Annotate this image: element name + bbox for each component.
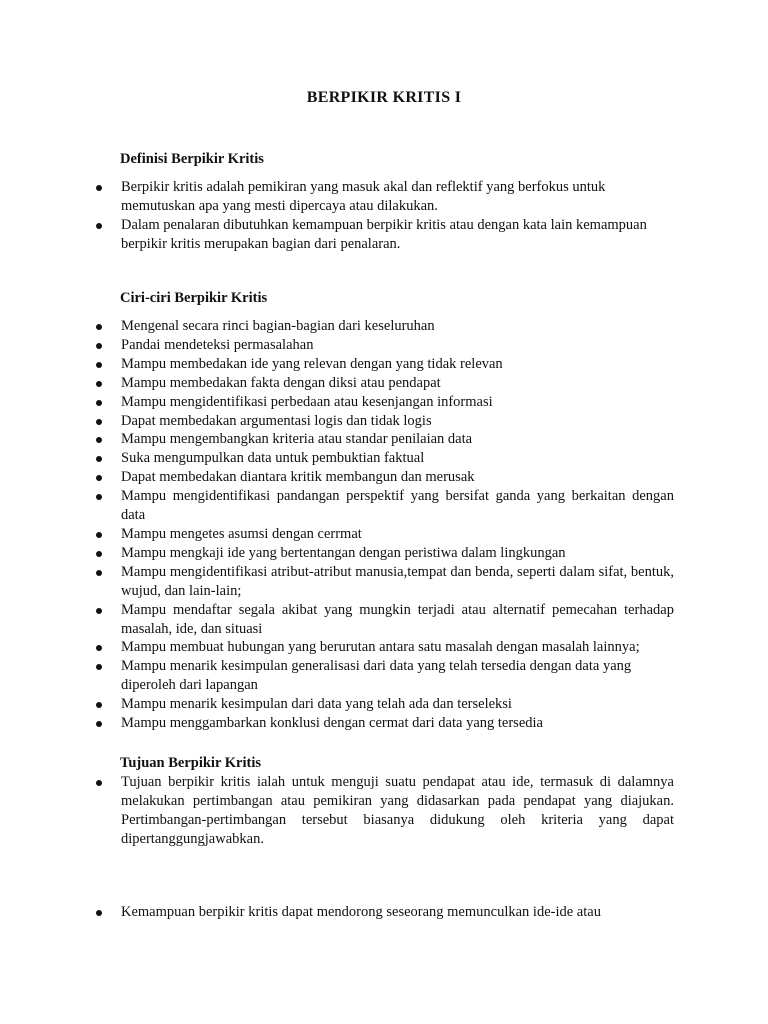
bullet-icon bbox=[96, 185, 102, 191]
bullet-icon bbox=[96, 223, 102, 229]
list-item bbox=[0, 714, 674, 733]
ciri-list bbox=[0, 317, 768, 733]
list-item-text: Mampu menarik kesimpulan dari data yang telah ada dan terseleksi bbox=[121, 696, 512, 713]
list-item bbox=[0, 178, 674, 216]
bullet-icon bbox=[96, 608, 102, 614]
list-item bbox=[0, 393, 674, 412]
list-item-text: Mampu mengembangkan kriteria atau standar penilaian data bbox=[121, 431, 473, 448]
tujuan-list bbox=[0, 773, 768, 849]
list-item-text: Mampu mengidentifikasi pandangan perspektif yang bersifat ganda yang berkaitan dengan data bbox=[121, 488, 674, 524]
list-item bbox=[0, 487, 674, 525]
list-item-text: Mampu mengidentifikasi atribut-atribut manusia,tempat dan benda, seperti dalam sifat, bentuk, wujud, dan lain-lain; bbox=[121, 563, 674, 599]
list-item bbox=[0, 355, 674, 374]
bullet-icon bbox=[96, 780, 102, 786]
bullet-icon bbox=[96, 645, 102, 651]
bullet-icon bbox=[96, 910, 102, 916]
list-item-text: Mampu membuat hubungan yang berurutan antara satu masalah dengan masalah lainnya; bbox=[121, 639, 640, 656]
bullet-icon bbox=[96, 570, 102, 576]
list-item bbox=[0, 449, 674, 468]
bullet-icon bbox=[96, 456, 102, 462]
list-item-text: Mampu mendaftar segala akibat yang mungkin terjadi atau alternatif pemecahan terhadap masalah, ide, dan situasi bbox=[121, 601, 674, 637]
document-title: BERPIKIR KRITIS I bbox=[306, 89, 462, 106]
list-item bbox=[0, 695, 674, 714]
bullet-icon bbox=[96, 419, 102, 425]
list-item bbox=[0, 216, 674, 254]
bullet-icon bbox=[96, 400, 102, 406]
list-item bbox=[0, 903, 674, 922]
list-item bbox=[0, 317, 674, 336]
list-item-text: Kemampuan berpikir kritis dapat mendorong seseorang memunculkan ide-ide atau bbox=[121, 904, 601, 920]
list-item-text: Berpikir kritis adalah pemikiran yang masuk akal dan reflektif yang berfokus untuk memutuskan apa yang mesti dipercaya atau dilakukan. bbox=[121, 179, 606, 214]
list-item bbox=[0, 336, 674, 355]
section-heading-definisi: Definisi Berpikir Kritis bbox=[120, 151, 264, 167]
list-item-text: Mampu membedakan fakta dengan diksi atau pendapat bbox=[121, 374, 441, 391]
list-item bbox=[0, 468, 674, 487]
list-item-text: Mampu mengkaji ide yang bertentangan dengan peristiwa dalam lingkungan bbox=[121, 544, 566, 561]
list-item bbox=[0, 374, 674, 393]
list-item-text: Dalam penalaran dibutuhkan kemampuan berpikir kritis atau dengan kata lain kemampuan berpikir kritis merupakan bagian dari penalaran. bbox=[121, 216, 647, 252]
bullet-icon bbox=[96, 721, 102, 727]
list-item-text: Suka mengumpulkan data untuk pembuktian faktual bbox=[121, 450, 425, 467]
list-item-text: Dapat membedakan argumentasi logis dan tidak logis bbox=[121, 412, 432, 429]
list-item-text: Mampu menarik kesimpulan generalisasi dari data yang telah tersedia dengan data yang diperoleh dari lapangan bbox=[121, 658, 632, 694]
list-item bbox=[0, 544, 674, 563]
bullet-icon bbox=[96, 437, 102, 443]
list-item-text: Mampu menggambarkan konklusi dengan cermat dari data yang tersedia bbox=[121, 715, 543, 732]
list-item bbox=[0, 412, 674, 431]
list-item-text: Mampu mengidentifikasi perbedaan atau kesenjangan informasi bbox=[121, 393, 493, 410]
section-heading-tujuan: Tujuan Berpikir Kritis bbox=[120, 755, 262, 771]
list-item-text: Mengenal secara rinci bagian-bagian dari keseluruhan bbox=[121, 318, 435, 334]
list-item-text: Mampu mengetes asumsi dengan cerrmat bbox=[121, 525, 362, 542]
bullet-icon bbox=[96, 702, 102, 708]
list-item bbox=[0, 638, 674, 657]
bullet-icon bbox=[96, 664, 102, 670]
bullet-icon bbox=[96, 475, 102, 481]
bullet-icon bbox=[96, 324, 102, 330]
definisi-list bbox=[0, 178, 768, 254]
bullet-icon bbox=[96, 532, 102, 538]
list-item-text: Tujuan berpikir kritis ialah untuk menguji suatu pendapat atau ide, termasuk di dalamnya melakukan pertimbangan atau pemikiran yang didasarkan pada pendapat yang diajukan. Pertimbangan-pertimbangan tersebut biasanya didukung oleh kriteria yang dapat dipertanggungjawabkan. bbox=[121, 774, 674, 847]
list-item bbox=[0, 773, 674, 849]
bullet-icon bbox=[96, 381, 102, 387]
bullet-icon bbox=[96, 551, 102, 557]
bullet-icon bbox=[96, 343, 102, 349]
list-item bbox=[0, 601, 674, 639]
list-item bbox=[0, 430, 674, 449]
list-item-text: Pandai mendeteksi permasalahan bbox=[121, 336, 314, 353]
bullet-icon bbox=[96, 362, 102, 368]
list-item-text: Dapat membedakan diantara kritik membangun dan merusak bbox=[121, 469, 475, 486]
bullet-icon bbox=[96, 494, 102, 500]
list-item bbox=[0, 525, 674, 544]
list-item bbox=[0, 563, 674, 601]
list-item-text: Mampu membedakan ide yang relevan dengan yang tidak relevan bbox=[121, 355, 503, 372]
section-heading-ciri: Ciri-ciri Berpikir Kritis bbox=[120, 290, 268, 306]
kemampuan-list bbox=[0, 903, 768, 922]
list-item bbox=[0, 657, 674, 695]
